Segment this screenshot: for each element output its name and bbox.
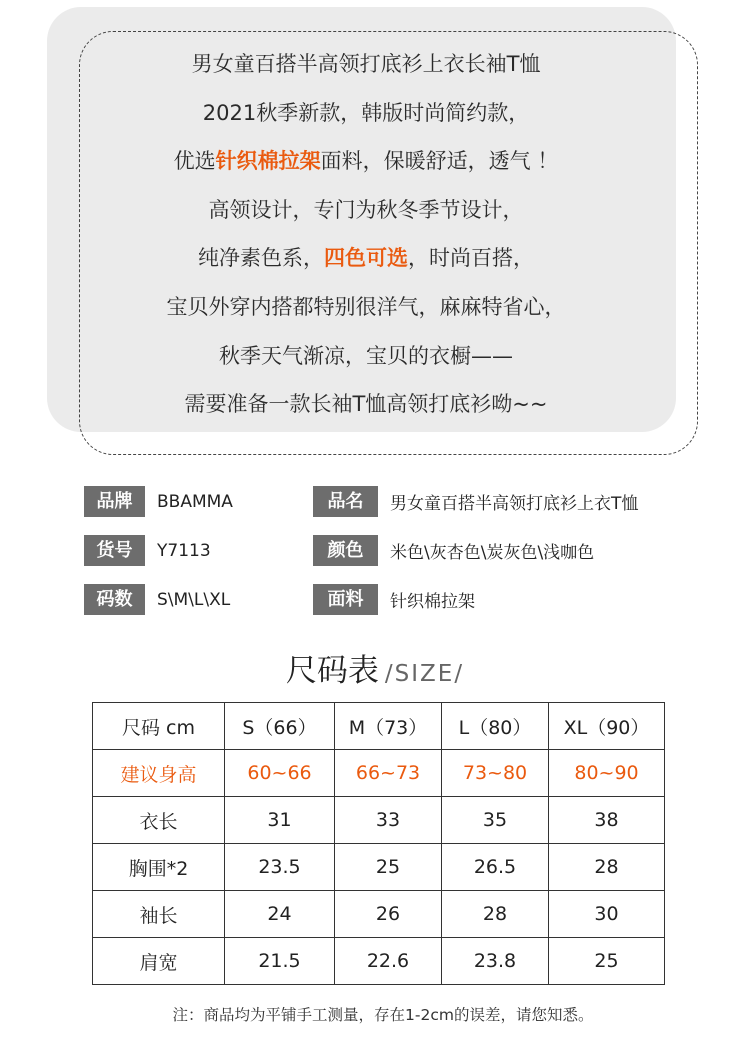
intro-text-segment: 秋季天气渐凉，宝贝的衣橱—— [219, 343, 513, 368]
spec-value: 男女童百搭半高领打底衫上衣T恤 [390, 494, 639, 514]
table-cell: 66~73 [335, 750, 442, 797]
table-cell: 26.5 [442, 844, 549, 891]
table-cell: 26 [335, 891, 442, 938]
intro-line [79, 380, 653, 429]
spec-value: 针织棉拉架 [390, 592, 475, 612]
intro-text-segment: 宝贝外穿内搭都特别很洋气，麻麻特省心， [166, 294, 566, 319]
table-cell: 38 [549, 797, 665, 844]
spec-label: 颜色 [313, 535, 378, 566]
intro-line [79, 234, 653, 283]
intro-highlight: 四色可选 [324, 246, 408, 271]
table-header-cell: M（73） [335, 703, 442, 750]
intro-text-segment: 面料，保暖舒适，透气 ！ [320, 149, 559, 174]
intro-text-segment: 优选 [173, 149, 216, 174]
intro-text-segment: 高领设计，专门为秋冬季节设计， [208, 197, 524, 222]
intro-text [79, 40, 653, 429]
intro-line [79, 89, 653, 138]
table-cell: 肩宽 [93, 938, 225, 985]
table-cell: 31 [225, 797, 335, 844]
table-cell: 23.8 [442, 938, 549, 985]
table-cell: 35 [442, 797, 549, 844]
table-cell: 25 [335, 844, 442, 891]
table-row [93, 938, 665, 985]
intro-text-segment: 2021秋季新款，韩版时尚简约款， [202, 100, 530, 125]
spec-sizes [84, 584, 230, 615]
intro-line [79, 186, 653, 235]
spec-product-name [313, 486, 638, 517]
intro-text-segment: 男女童百搭半高领打底衫上衣长袖T恤 [191, 52, 541, 76]
intro-text-segment: ，时尚百搭， [408, 246, 534, 271]
spec-value: 米色\灰杏色\炭灰色\浅咖色 [390, 543, 595, 563]
table-header-cell: 尺码 cm [93, 703, 225, 750]
spec-value: BBAMMA [157, 491, 233, 512]
size-chart-title [0, 645, 750, 690]
table-header-cell: S（66） [225, 703, 335, 750]
intro-highlight: 针织棉拉架 [215, 149, 321, 174]
size-chart-title-main: 尺码表 [285, 653, 379, 689]
intro-text-segment: 需要准备一款长袖T恤高领打底衫呦~~ [184, 392, 548, 417]
intro-text-segment: 纯净素色系， [198, 246, 324, 271]
spec-label: 面料 [313, 584, 378, 615]
spec-value: Y7113 [157, 540, 211, 561]
table-cell: 60~66 [225, 750, 335, 797]
intro-line [79, 283, 653, 332]
spec-item-number [84, 535, 211, 566]
spec-value: S\M\L\XL [157, 589, 231, 610]
table-cell: 30 [549, 891, 665, 938]
intro-line [79, 332, 653, 381]
spec-label: 货号 [84, 535, 145, 566]
table-cell: 23.5 [225, 844, 335, 891]
table-cell: 33 [335, 797, 442, 844]
intro-line [79, 137, 653, 186]
measurement-note: 注：商品均为平铺手工测量，存在1-2cm的误差，请您知悉。 [172, 1006, 594, 1024]
table-cell: 袖长 [93, 891, 225, 938]
table-cell: 建议身高 [93, 750, 225, 797]
size-chart-subtitle: /SIZE/ [384, 661, 465, 687]
table-header-row [93, 703, 665, 750]
table-cell: 24 [225, 891, 335, 938]
table-cell: 25 [549, 938, 665, 985]
spec-label: 码数 [84, 584, 145, 615]
size-table [92, 702, 665, 985]
table-row [93, 797, 665, 844]
table-cell: 衣长 [93, 797, 225, 844]
table-header-cell: L（80） [442, 703, 549, 750]
intro-line [79, 40, 653, 89]
table-cell: 28 [442, 891, 549, 938]
table-cell: 22.6 [335, 938, 442, 985]
table-row [93, 891, 665, 938]
table-header-cell: XL（90） [549, 703, 665, 750]
spec-label: 品牌 [84, 486, 145, 517]
table-cell: 21.5 [225, 938, 335, 985]
spec-color [313, 535, 594, 566]
table-cell: 胸围*2 [93, 844, 225, 891]
spec-fabric [313, 584, 475, 615]
spec-brand [84, 486, 233, 517]
spec-label: 品名 [313, 486, 378, 517]
table-cell: 73~80 [442, 750, 549, 797]
table-cell: 80~90 [549, 750, 665, 797]
table-row [93, 844, 665, 891]
table-row [93, 750, 665, 797]
table-cell: 28 [549, 844, 665, 891]
